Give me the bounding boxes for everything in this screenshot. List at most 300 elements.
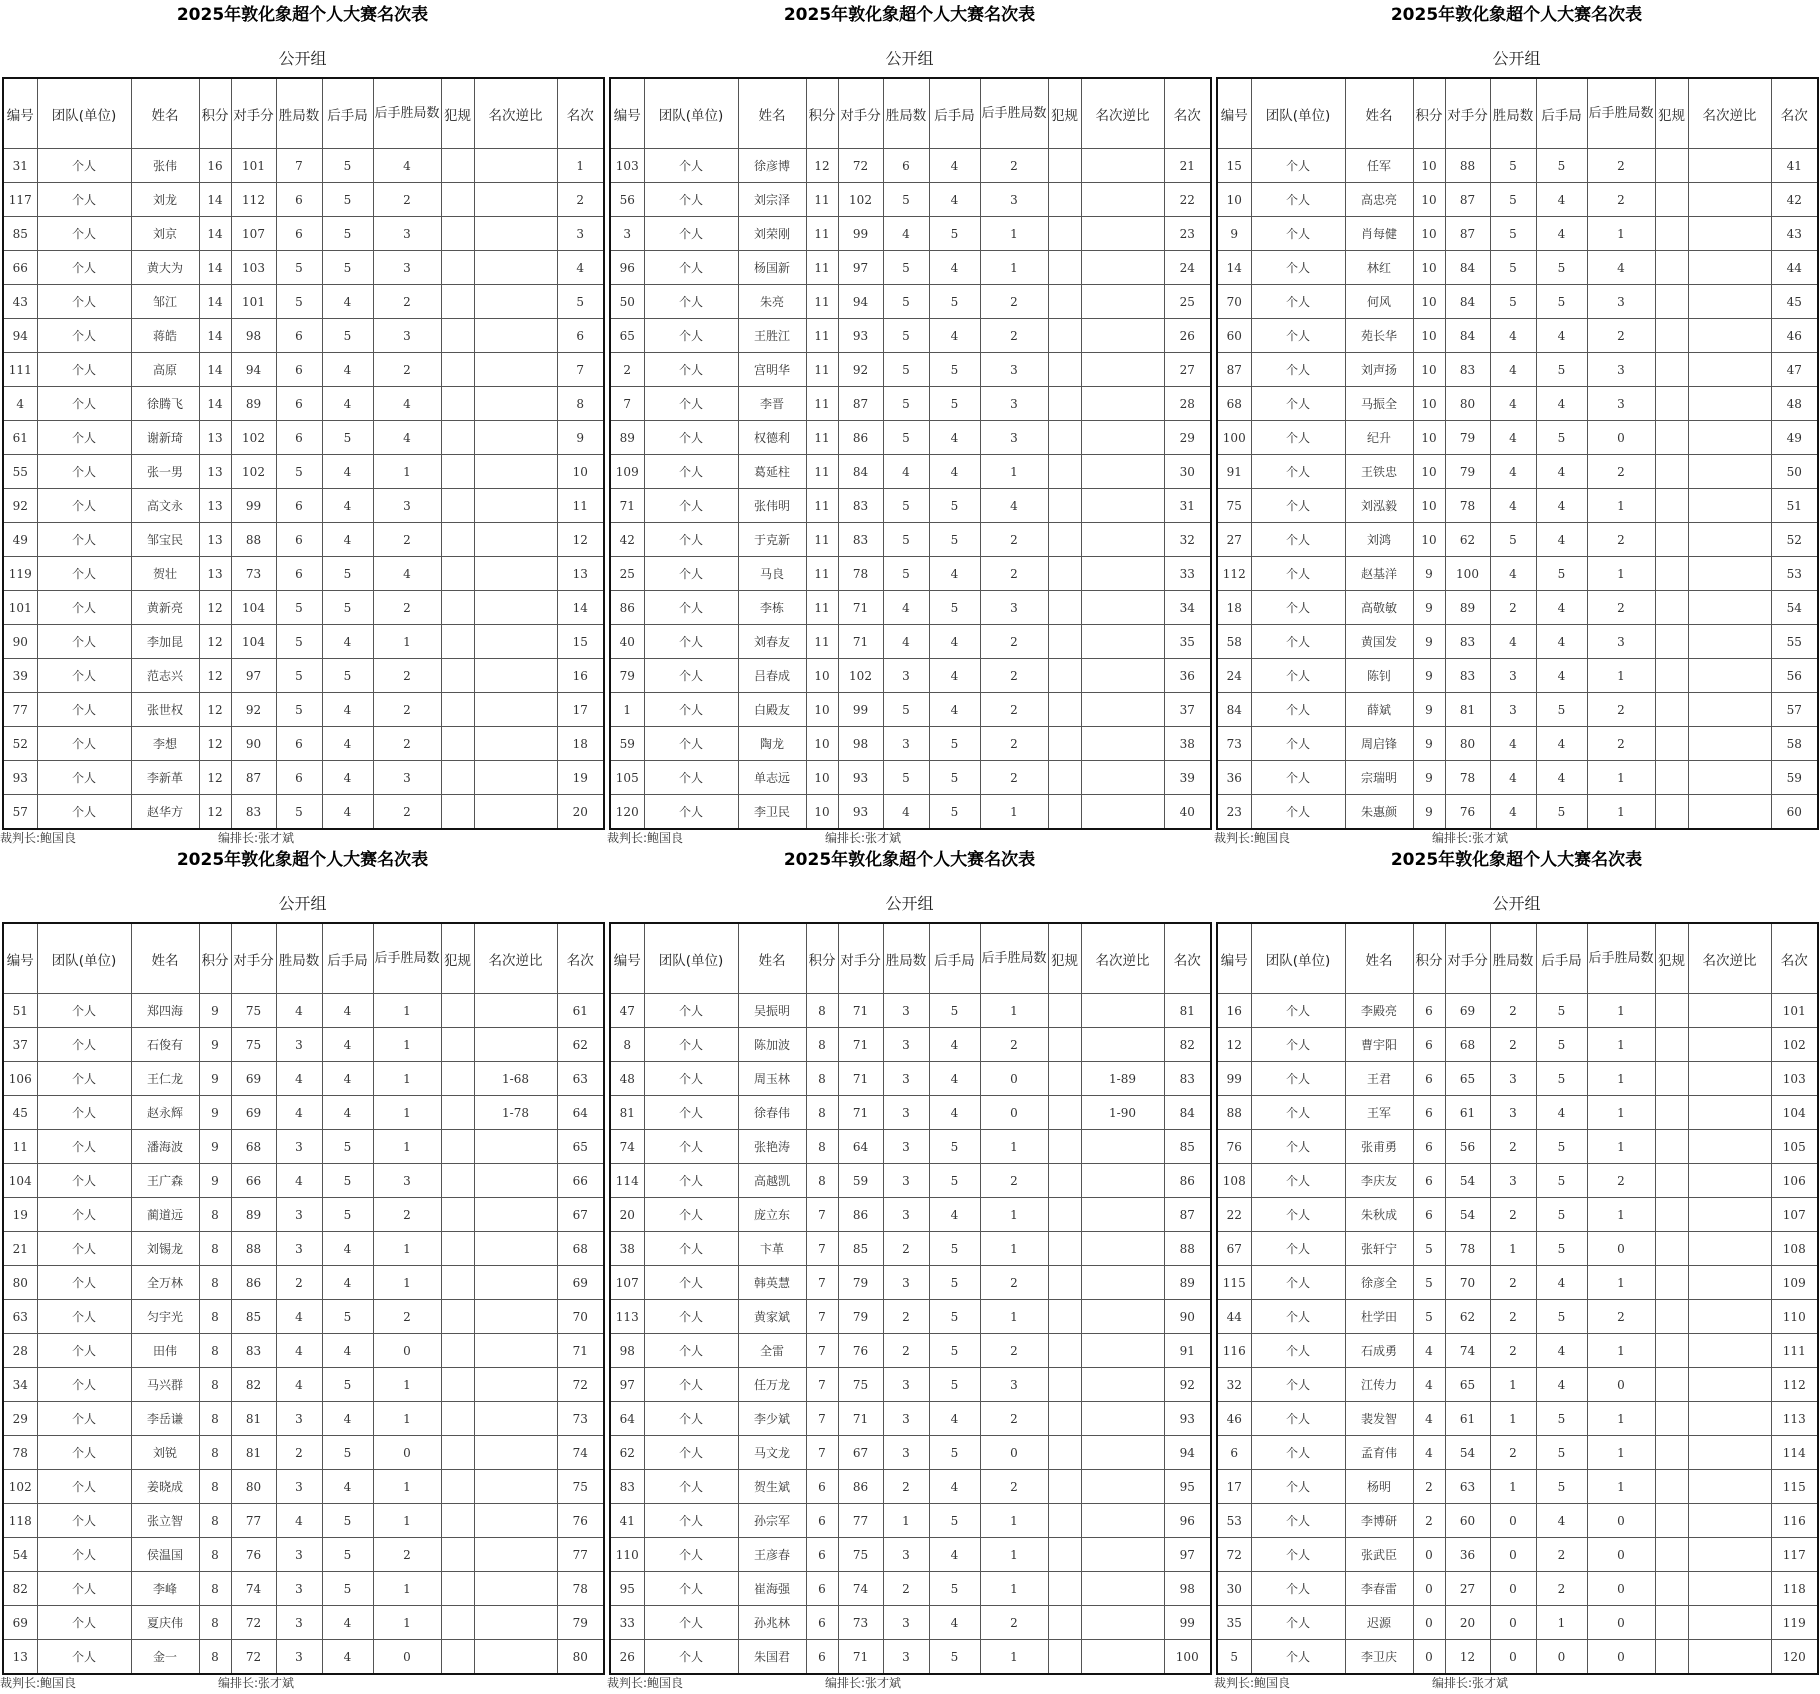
cell-team: 个人	[644, 693, 738, 727]
cell-opponent-score: 87	[1445, 217, 1490, 251]
cell-wins: 4	[276, 994, 322, 1028]
cell-second-wins: 3	[1587, 353, 1655, 387]
cell-opponent-score: 102	[231, 455, 276, 489]
cell-reverse-rank	[1688, 1028, 1771, 1062]
cell-reverse-rank	[1081, 1640, 1164, 1675]
cell-fouls	[1048, 1334, 1081, 1368]
cell-fouls	[1048, 994, 1081, 1028]
group-label: 公开组	[1492, 49, 1541, 68]
cell-second-wins: 0	[1587, 1504, 1655, 1538]
cell-id: 9	[1217, 217, 1251, 251]
cell-opponent-score: 20	[1445, 1606, 1490, 1640]
cell-id: 96	[610, 251, 644, 285]
cell-fouls	[1048, 1436, 1081, 1470]
cell-name: 张艳涛	[738, 1130, 806, 1164]
cell-second-games: 4	[929, 455, 980, 489]
cell-team: 个人	[1251, 421, 1345, 455]
cell-rank: 86	[1164, 1164, 1211, 1198]
cell-points: 10	[1413, 353, 1445, 387]
cell-rank: 14	[557, 591, 604, 625]
cell-rank: 33	[1164, 557, 1211, 591]
cell-second-games: 5	[1536, 557, 1587, 591]
cell-rank: 3	[557, 217, 604, 251]
cell-reverse-rank	[474, 1232, 557, 1266]
cell-rank: 70	[557, 1300, 604, 1334]
cell-points: 11	[806, 217, 838, 251]
cell-reverse-rank	[474, 591, 557, 625]
cell-team: 个人	[644, 1300, 738, 1334]
cell-rank: 78	[557, 1572, 604, 1606]
cell-second-games: 4	[322, 1640, 373, 1675]
cell-opponent-score: 83	[1445, 659, 1490, 693]
cell-opponent-score: 61	[1445, 1096, 1490, 1130]
table-row	[610, 1368, 1211, 1402]
cell-team: 个人	[37, 1062, 131, 1096]
cell-points: 8	[199, 1606, 231, 1640]
cell-team: 个人	[37, 285, 131, 319]
cell-id: 115	[1217, 1266, 1251, 1300]
cell-rank: 15	[557, 625, 604, 659]
cell-name: 李岳谦	[131, 1402, 199, 1436]
cell-rank: 120	[1771, 1640, 1818, 1675]
cell-name: 黄大为	[131, 251, 199, 285]
cell-name: 薛斌	[1345, 693, 1413, 727]
cell-name: 姜晓成	[131, 1470, 199, 1504]
cell-opponent-score: 78	[1445, 761, 1490, 795]
cell-second-wins: 1	[1587, 1028, 1655, 1062]
cell-opponent-score: 84	[838, 455, 883, 489]
cell-points: 4	[1413, 1334, 1445, 1368]
cell-reverse-rank	[1081, 1334, 1164, 1368]
cell-fouls	[441, 251, 474, 285]
cell-points: 2	[1413, 1470, 1445, 1504]
cell-opponent-score: 75	[231, 994, 276, 1028]
cell-id: 50	[610, 285, 644, 319]
cell-fouls	[441, 557, 474, 591]
cell-rank: 7	[557, 353, 604, 387]
cell-second-games: 5	[1536, 1164, 1587, 1198]
cell-reverse-rank	[1688, 1538, 1771, 1572]
table-row	[610, 1504, 1211, 1538]
table-row	[3, 795, 604, 830]
ranking-sheet-2	[607, 0, 1212, 845]
cell-team: 个人	[644, 1470, 738, 1504]
cell-points: 10	[806, 659, 838, 693]
cell-team: 个人	[644, 591, 738, 625]
cell-reverse-rank	[474, 455, 557, 489]
cell-fouls	[1655, 353, 1688, 387]
cell-opponent-score: 83	[231, 1334, 276, 1368]
cell-wins: 4	[1490, 625, 1536, 659]
cell-name: 李春雷	[1345, 1572, 1413, 1606]
cell-points: 9	[1413, 693, 1445, 727]
cell-points: 9	[199, 1096, 231, 1130]
cell-second-wins: 1	[373, 1062, 441, 1096]
cell-second-wins: 1	[1587, 1198, 1655, 1232]
cell-team: 个人	[1251, 455, 1345, 489]
table-row	[1217, 693, 1818, 727]
cell-id: 19	[3, 1198, 37, 1232]
cell-team: 个人	[1251, 591, 1345, 625]
cell-fouls	[1655, 1538, 1688, 1572]
cell-reverse-rank	[474, 1606, 557, 1640]
cell-id: 10	[1217, 183, 1251, 217]
cell-team: 个人	[1251, 1606, 1345, 1640]
cell-team: 个人	[37, 1504, 131, 1538]
cell-fouls	[1655, 1028, 1688, 1062]
cell-reverse-rank	[1081, 727, 1164, 761]
cell-name: 周玉林	[738, 1062, 806, 1096]
cell-wins: 6	[276, 421, 322, 455]
cell-team: 个人	[644, 761, 738, 795]
cell-second-wins: 3	[1587, 387, 1655, 421]
cell-name: 赵永辉	[131, 1096, 199, 1130]
cell-reverse-rank	[474, 183, 557, 217]
cell-second-games: 5	[929, 217, 980, 251]
cell-team: 个人	[644, 1164, 738, 1198]
cell-second-wins: 1	[1587, 1402, 1655, 1436]
cell-second-wins: 0	[373, 1640, 441, 1675]
cell-points: 8	[199, 1402, 231, 1436]
table-row	[1217, 1436, 1818, 1470]
cell-wins: 3	[883, 1198, 929, 1232]
table-row	[3, 1640, 604, 1675]
sheet-title: 2025年敦化象超个人大赛名次表	[783, 850, 1036, 870]
col-header-second-wins: 后手胜局数	[1587, 78, 1655, 149]
cell-fouls	[1048, 1538, 1081, 1572]
cell-points: 9	[1413, 659, 1445, 693]
cell-team: 个人	[37, 591, 131, 625]
cell-points: 7	[806, 1402, 838, 1436]
cell-opponent-score: 99	[838, 693, 883, 727]
cell-team: 个人	[1251, 489, 1345, 523]
cell-second-wins: 1	[980, 795, 1048, 830]
cell-team: 个人	[644, 387, 738, 421]
cell-second-wins: 3	[980, 591, 1048, 625]
cell-name: 苑长华	[1345, 319, 1413, 353]
cell-name: 夏庆伟	[131, 1606, 199, 1640]
cell-wins: 5	[883, 387, 929, 421]
cell-wins: 2	[276, 1266, 322, 1300]
cell-second-games: 5	[1536, 353, 1587, 387]
cell-second-games: 5	[1536, 1062, 1587, 1096]
cell-second-games: 4	[322, 1266, 373, 1300]
cell-second-wins: 1	[980, 994, 1048, 1028]
cell-wins: 0	[1490, 1572, 1536, 1606]
table-row	[1217, 251, 1818, 285]
cell-team: 个人	[644, 1062, 738, 1096]
cell-rank: 81	[1164, 994, 1211, 1028]
cell-wins: 4	[883, 625, 929, 659]
cell-id: 49	[3, 523, 37, 557]
cell-fouls	[1655, 1266, 1688, 1300]
col-header-name: 姓名	[738, 923, 806, 994]
cell-fouls	[441, 693, 474, 727]
cell-wins: 5	[1490, 149, 1536, 183]
cell-fouls	[441, 285, 474, 319]
cell-id: 2	[610, 353, 644, 387]
cell-fouls	[441, 353, 474, 387]
cell-second-games: 5	[322, 421, 373, 455]
cell-id: 120	[610, 795, 644, 830]
cell-id: 108	[1217, 1164, 1251, 1198]
table-row	[610, 1232, 1211, 1266]
cell-name: 刘春友	[738, 625, 806, 659]
table-row	[610, 319, 1211, 353]
cell-points: 0	[1413, 1606, 1445, 1640]
cell-reverse-rank	[1688, 1130, 1771, 1164]
cell-name: 谢新琦	[131, 421, 199, 455]
cell-id: 94	[3, 319, 37, 353]
cell-second-wins: 1	[980, 1198, 1048, 1232]
cell-team: 个人	[1251, 1504, 1345, 1538]
cell-team: 个人	[644, 285, 738, 319]
cell-team: 个人	[37, 421, 131, 455]
cell-id: 22	[1217, 1198, 1251, 1232]
group-label: 公开组	[278, 49, 327, 68]
cell-id: 3	[610, 217, 644, 251]
cell-id: 13	[3, 1640, 37, 1675]
cell-reverse-rank	[1081, 1606, 1164, 1640]
cell-name: 朱国君	[738, 1640, 806, 1675]
cell-points: 10	[1413, 387, 1445, 421]
cell-points: 8	[199, 1640, 231, 1675]
cell-wins: 5	[276, 659, 322, 693]
cell-wins: 5	[883, 761, 929, 795]
cell-wins: 2	[883, 1300, 929, 1334]
cell-rank: 65	[557, 1130, 604, 1164]
cell-rank: 11	[557, 489, 604, 523]
cell-second-wins: 1	[373, 1470, 441, 1504]
cell-points: 16	[199, 149, 231, 183]
cell-fouls	[1655, 1198, 1688, 1232]
cell-second-games: 5	[322, 557, 373, 591]
cell-id: 86	[610, 591, 644, 625]
cell-second-wins: 2	[1587, 523, 1655, 557]
cell-points: 8	[806, 1096, 838, 1130]
cell-wins: 3	[883, 727, 929, 761]
cell-points: 14	[199, 217, 231, 251]
cell-id: 40	[610, 625, 644, 659]
cell-second-wins: 2	[373, 795, 441, 830]
col-header-rank: 名次	[1771, 923, 1818, 994]
cell-team: 个人	[644, 1130, 738, 1164]
cell-id: 84	[1217, 693, 1251, 727]
cell-id: 99	[1217, 1062, 1251, 1096]
cell-name: 李新革	[131, 761, 199, 795]
cell-opponent-score: 69	[231, 1062, 276, 1096]
cell-id: 75	[1217, 489, 1251, 523]
cell-second-games: 5	[929, 994, 980, 1028]
cell-id: 26	[610, 1640, 644, 1675]
cell-wins: 4	[276, 1334, 322, 1368]
cell-opponent-score: 27	[1445, 1572, 1490, 1606]
cell-id: 79	[610, 659, 644, 693]
cell-opponent-score: 36	[1445, 1538, 1490, 1572]
cell-rank: 30	[1164, 455, 1211, 489]
cell-rank: 50	[1771, 455, 1818, 489]
table-row	[610, 591, 1211, 625]
cell-wins: 5	[883, 183, 929, 217]
cell-second-wins: 2	[373, 285, 441, 319]
scheduler-signature: 编排长:张才斌	[825, 831, 902, 845]
cell-opponent-score: 84	[1445, 319, 1490, 353]
cell-id: 93	[3, 761, 37, 795]
cell-second-games: 5	[322, 1198, 373, 1232]
cell-reverse-rank	[474, 1470, 557, 1504]
cell-opponent-score: 65	[1445, 1062, 1490, 1096]
cell-second-games: 4	[1536, 659, 1587, 693]
cell-team: 个人	[644, 1640, 738, 1675]
table-row	[610, 625, 1211, 659]
cell-team: 个人	[644, 994, 738, 1028]
cell-fouls	[1048, 1130, 1081, 1164]
cell-team: 个人	[37, 455, 131, 489]
cell-opponent-score: 71	[838, 625, 883, 659]
table-row	[3, 183, 604, 217]
cell-fouls	[1655, 387, 1688, 421]
cell-fouls	[441, 659, 474, 693]
cell-opponent-score: 88	[231, 523, 276, 557]
cell-id: 60	[1217, 319, 1251, 353]
cell-rank: 12	[557, 523, 604, 557]
cell-second-games: 4	[1536, 319, 1587, 353]
cell-wins: 6	[276, 523, 322, 557]
sheet-title: 2025年敦化象超个人大赛名次表	[783, 5, 1036, 25]
col-header-rank: 名次	[557, 78, 604, 149]
cell-id: 71	[610, 489, 644, 523]
cell-team: 个人	[37, 353, 131, 387]
table-row	[610, 693, 1211, 727]
cell-second-wins: 2	[980, 557, 1048, 591]
cell-opponent-score: 59	[838, 1164, 883, 1198]
ranking-table	[1216, 922, 1819, 1675]
cell-wins: 3	[276, 1538, 322, 1572]
cell-second-wins: 2	[1587, 591, 1655, 625]
cell-team: 个人	[644, 727, 738, 761]
cell-second-games: 4	[322, 1062, 373, 1096]
cell-fouls	[441, 1028, 474, 1062]
cell-wins: 3	[883, 1436, 929, 1470]
cell-second-wins: 3	[373, 1164, 441, 1198]
cell-points: 9	[199, 1164, 231, 1198]
cell-reverse-rank	[1688, 994, 1771, 1028]
cell-name: 陈加波	[738, 1028, 806, 1062]
cell-reverse-rank	[1688, 1368, 1771, 1402]
cell-name: 范志兴	[131, 659, 199, 693]
cell-fouls	[1048, 1572, 1081, 1606]
table-row	[1217, 1504, 1818, 1538]
cell-team: 个人	[37, 1266, 131, 1300]
cell-name: 葛延柱	[738, 455, 806, 489]
cell-wins: 4	[276, 1300, 322, 1334]
cell-wins: 7	[276, 149, 322, 183]
cell-rank: 57	[1771, 693, 1818, 727]
cell-team: 个人	[644, 1436, 738, 1470]
table-row	[610, 285, 1211, 319]
cell-reverse-rank	[1081, 1130, 1164, 1164]
cell-second-wins: 1	[1587, 659, 1655, 693]
col-header-second-games: 后手局	[1536, 78, 1587, 149]
cell-fouls	[441, 1062, 474, 1096]
cell-wins: 0	[1490, 1504, 1536, 1538]
cell-rank: 19	[557, 761, 604, 795]
cell-second-games: 5	[929, 591, 980, 625]
col-header-name: 姓名	[131, 78, 199, 149]
col-header-fouls: 犯规	[441, 923, 474, 994]
cell-points: 10	[1413, 523, 1445, 557]
table-row	[1217, 1198, 1818, 1232]
cell-team: 个人	[1251, 1028, 1345, 1062]
table-row	[3, 1096, 604, 1130]
cell-fouls	[1048, 727, 1081, 761]
table-row	[3, 1606, 604, 1640]
cell-team: 个人	[1251, 994, 1345, 1028]
col-header-fouls: 犯规	[441, 78, 474, 149]
cell-id: 111	[3, 353, 37, 387]
cell-name: 黄新亮	[131, 591, 199, 625]
cell-id: 67	[1217, 1232, 1251, 1266]
cell-id: 33	[610, 1606, 644, 1640]
cell-opponent-score: 97	[838, 251, 883, 285]
cell-points: 8	[806, 1130, 838, 1164]
cell-rank: 32	[1164, 523, 1211, 557]
cell-team: 个人	[644, 353, 738, 387]
scheduler-signature: 编排长:张才斌	[218, 1676, 295, 1690]
cell-points: 10	[806, 795, 838, 830]
cell-rank: 99	[1164, 1606, 1211, 1640]
cell-name: 权德利	[738, 421, 806, 455]
cell-wins: 3	[276, 1028, 322, 1062]
col-header-opponent-score: 对手分	[1445, 78, 1490, 149]
col-header-id: 编号	[3, 78, 37, 149]
cell-name: 孙兆林	[738, 1606, 806, 1640]
cell-second-wins: 2	[980, 659, 1048, 693]
cell-team: 个人	[1251, 1062, 1345, 1096]
cell-second-wins: 3	[980, 387, 1048, 421]
cell-team: 个人	[1251, 1640, 1345, 1675]
cell-points: 9	[1413, 761, 1445, 795]
group-label: 公开组	[885, 49, 934, 68]
cell-wins: 3	[883, 994, 929, 1028]
cell-opponent-score: 71	[838, 994, 883, 1028]
cell-team: 个人	[37, 1028, 131, 1062]
cell-wins: 0	[1490, 1606, 1536, 1640]
cell-rank: 58	[1771, 727, 1818, 761]
cell-points: 9	[1413, 557, 1445, 591]
cell-second-wins: 2	[980, 523, 1048, 557]
cell-fouls	[1048, 1266, 1081, 1300]
col-header-rank: 名次	[557, 923, 604, 994]
cell-wins: 3	[1490, 659, 1536, 693]
cell-wins: 5	[276, 693, 322, 727]
cell-opponent-score: 93	[838, 795, 883, 830]
cell-reverse-rank	[474, 1266, 557, 1300]
table-row	[610, 1572, 1211, 1606]
cell-reverse-rank	[474, 761, 557, 795]
cell-name: 杜学田	[1345, 1300, 1413, 1334]
table-row	[3, 1504, 604, 1538]
cell-points: 8	[806, 1164, 838, 1198]
cell-reverse-rank	[474, 523, 557, 557]
cell-name: 刘锡龙	[131, 1232, 199, 1266]
cell-team: 个人	[37, 149, 131, 183]
cell-team: 个人	[644, 1028, 738, 1062]
cell-name: 黄家斌	[738, 1300, 806, 1334]
cell-opponent-score: 80	[1445, 727, 1490, 761]
cell-wins: 2	[1490, 1300, 1536, 1334]
table-row	[1217, 1266, 1818, 1300]
